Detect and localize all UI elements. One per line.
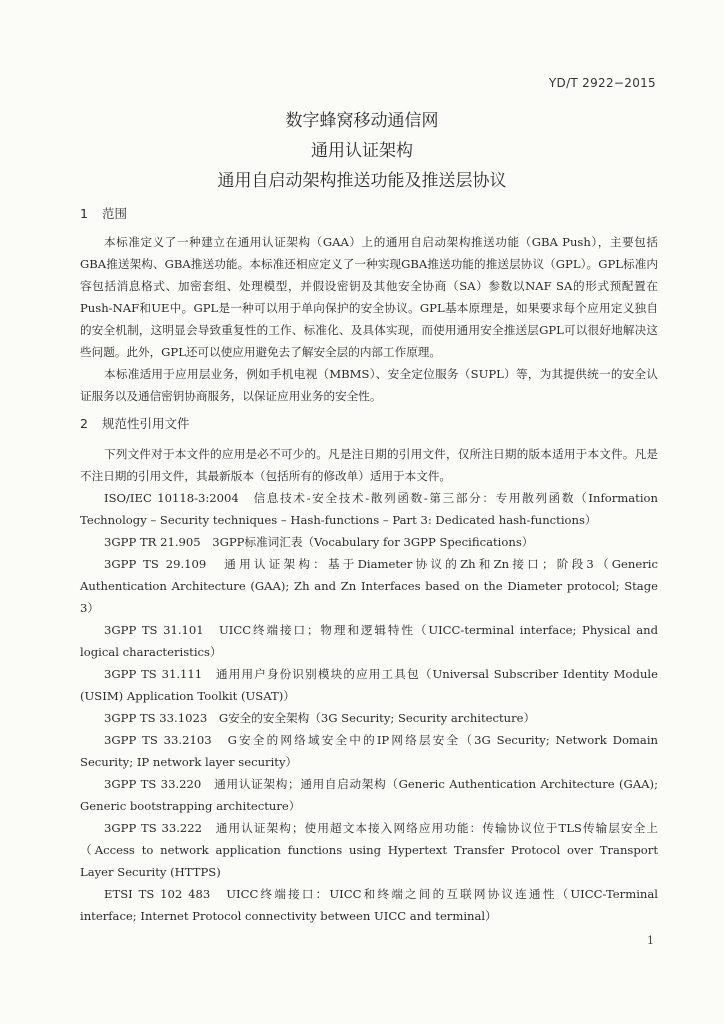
scope-body [80,231,658,407]
reference-item: ETSI TS 102 483 UICC终端接口：UICC和终端之间的互联网协议连通性（UICC-Terminal interface; Internet Protocol connectivity between UICC and terminal） [80,887,658,923]
section-title: 规范性引用文件 [101,416,190,431]
reference-item: 3GPP TR 21.905 3GPP标准词汇表（Vocabulary for 3GPP Specifications） [104,535,534,549]
reference-item: 3GPP TS 33.222 通用认证架构；使用超文本接入网络应用功能：传输协议位于TLS传输层安全上（Access to network application functions using Hypertext Transfer Protocol over Transport Layer Security (HTTPS) [80,821,658,879]
paragraph: 本标准适用于应用层业务，例如手机电视（MBMS）、安全定位服务（SUPL）等，为其提供统一的安全认证服务以及通信密钥协商服务，以保证应用业务的安全性。 [80,367,658,403]
reference-item: 3GPP TS 33.1023 G安全的安全架构（3G Security; Security architecture） [104,711,536,725]
document-title [0,106,724,196]
paragraph: 本标准定义了一种建立在通用认证架构（GAA）上的通用自启动架构推送功能（GBA Push），主要包括GBA推送架构、GBA推送功能。本标准还相应定义了一种实现GBA推送功能的推送层协议（GPL）。GPL标准内容包括消息格式、加密套组、处理模型，并假设密钥及其他安全协商（SA）参数以NAF SA的形式预配置在Push-NAF和UE中。GPL是一种可以用于单向保护的安全协议。GPL基本原理是，如果要求每个应用定义独自的安全机制，这明显会导致重复性的工作、标准化、及具体实现，而使用通用安全推送层GPL可以很好地解决这些问题。此外，GPL还可以使应用避免去了解安全层的内部工作原理。 [80,235,658,359]
references-body [80,443,658,927]
section-heading-references [80,414,190,432]
reference-item: 3GPP TS 29.109 通用认证架构：基于Diameter协议的Zh和Zn接口；阶段3（Generic Authentication Architecture (GAA); Zh and Zn Interfaces based on the Diameter protocol; Stage 3） [80,557,658,615]
section-number: 1 [80,206,88,221]
section-title: 范围 [101,206,127,221]
reference-item: 3GPP TS 31.101 UICC终端接口；物理和逻辑特性（UICC-terminal interface; Physical and logical characteristics） [80,623,658,659]
title-line-1: 数字蜂窝移动通信网 [285,111,439,131]
reference-item: ISO/IEC 10118-3:2004 信息技术-安全技术-散列函数-第三部分：专用散列函数（Information Technology – Security techniques – Hash-functions – Part 3: Dedicated hash-functions） [80,491,658,527]
standard-code: YD/T 2922−2015 [548,76,656,90]
reference-item: 3GPP TS 31.111 通用用户身份识别模块的应用工具包（Universal Subscriber Identity Module (USIM) Application Toolkit (USAT)） [80,667,658,703]
section-number: 2 [80,416,88,431]
section-heading-scope [80,204,127,222]
paragraph: 下列文件对于本文件的应用是必不可少的。凡是注日期的引用文件，仅所注日期的版本适用于本文件。凡是不注日期的引用文件，其最新版本（包括所有的修改单）适用于本文件。 [80,447,658,483]
page-number: 1 [647,934,654,947]
reference-item: 3GPP TS 33.2103 G安全的网络域安全中的IP网络层安全（3G Security; Network Domain Security; IP network layer security） [80,733,658,769]
title-line-3: 通用自启动架构推送功能及推送层协议 [217,171,507,191]
title-line-2: 通用认证架构 [311,141,413,161]
reference-item: 3GPP TS 33.220 通用认证架构；通用自启动架构（Generic Authentication Architecture (GAA); Generic bootstrapping architecture） [80,777,658,813]
